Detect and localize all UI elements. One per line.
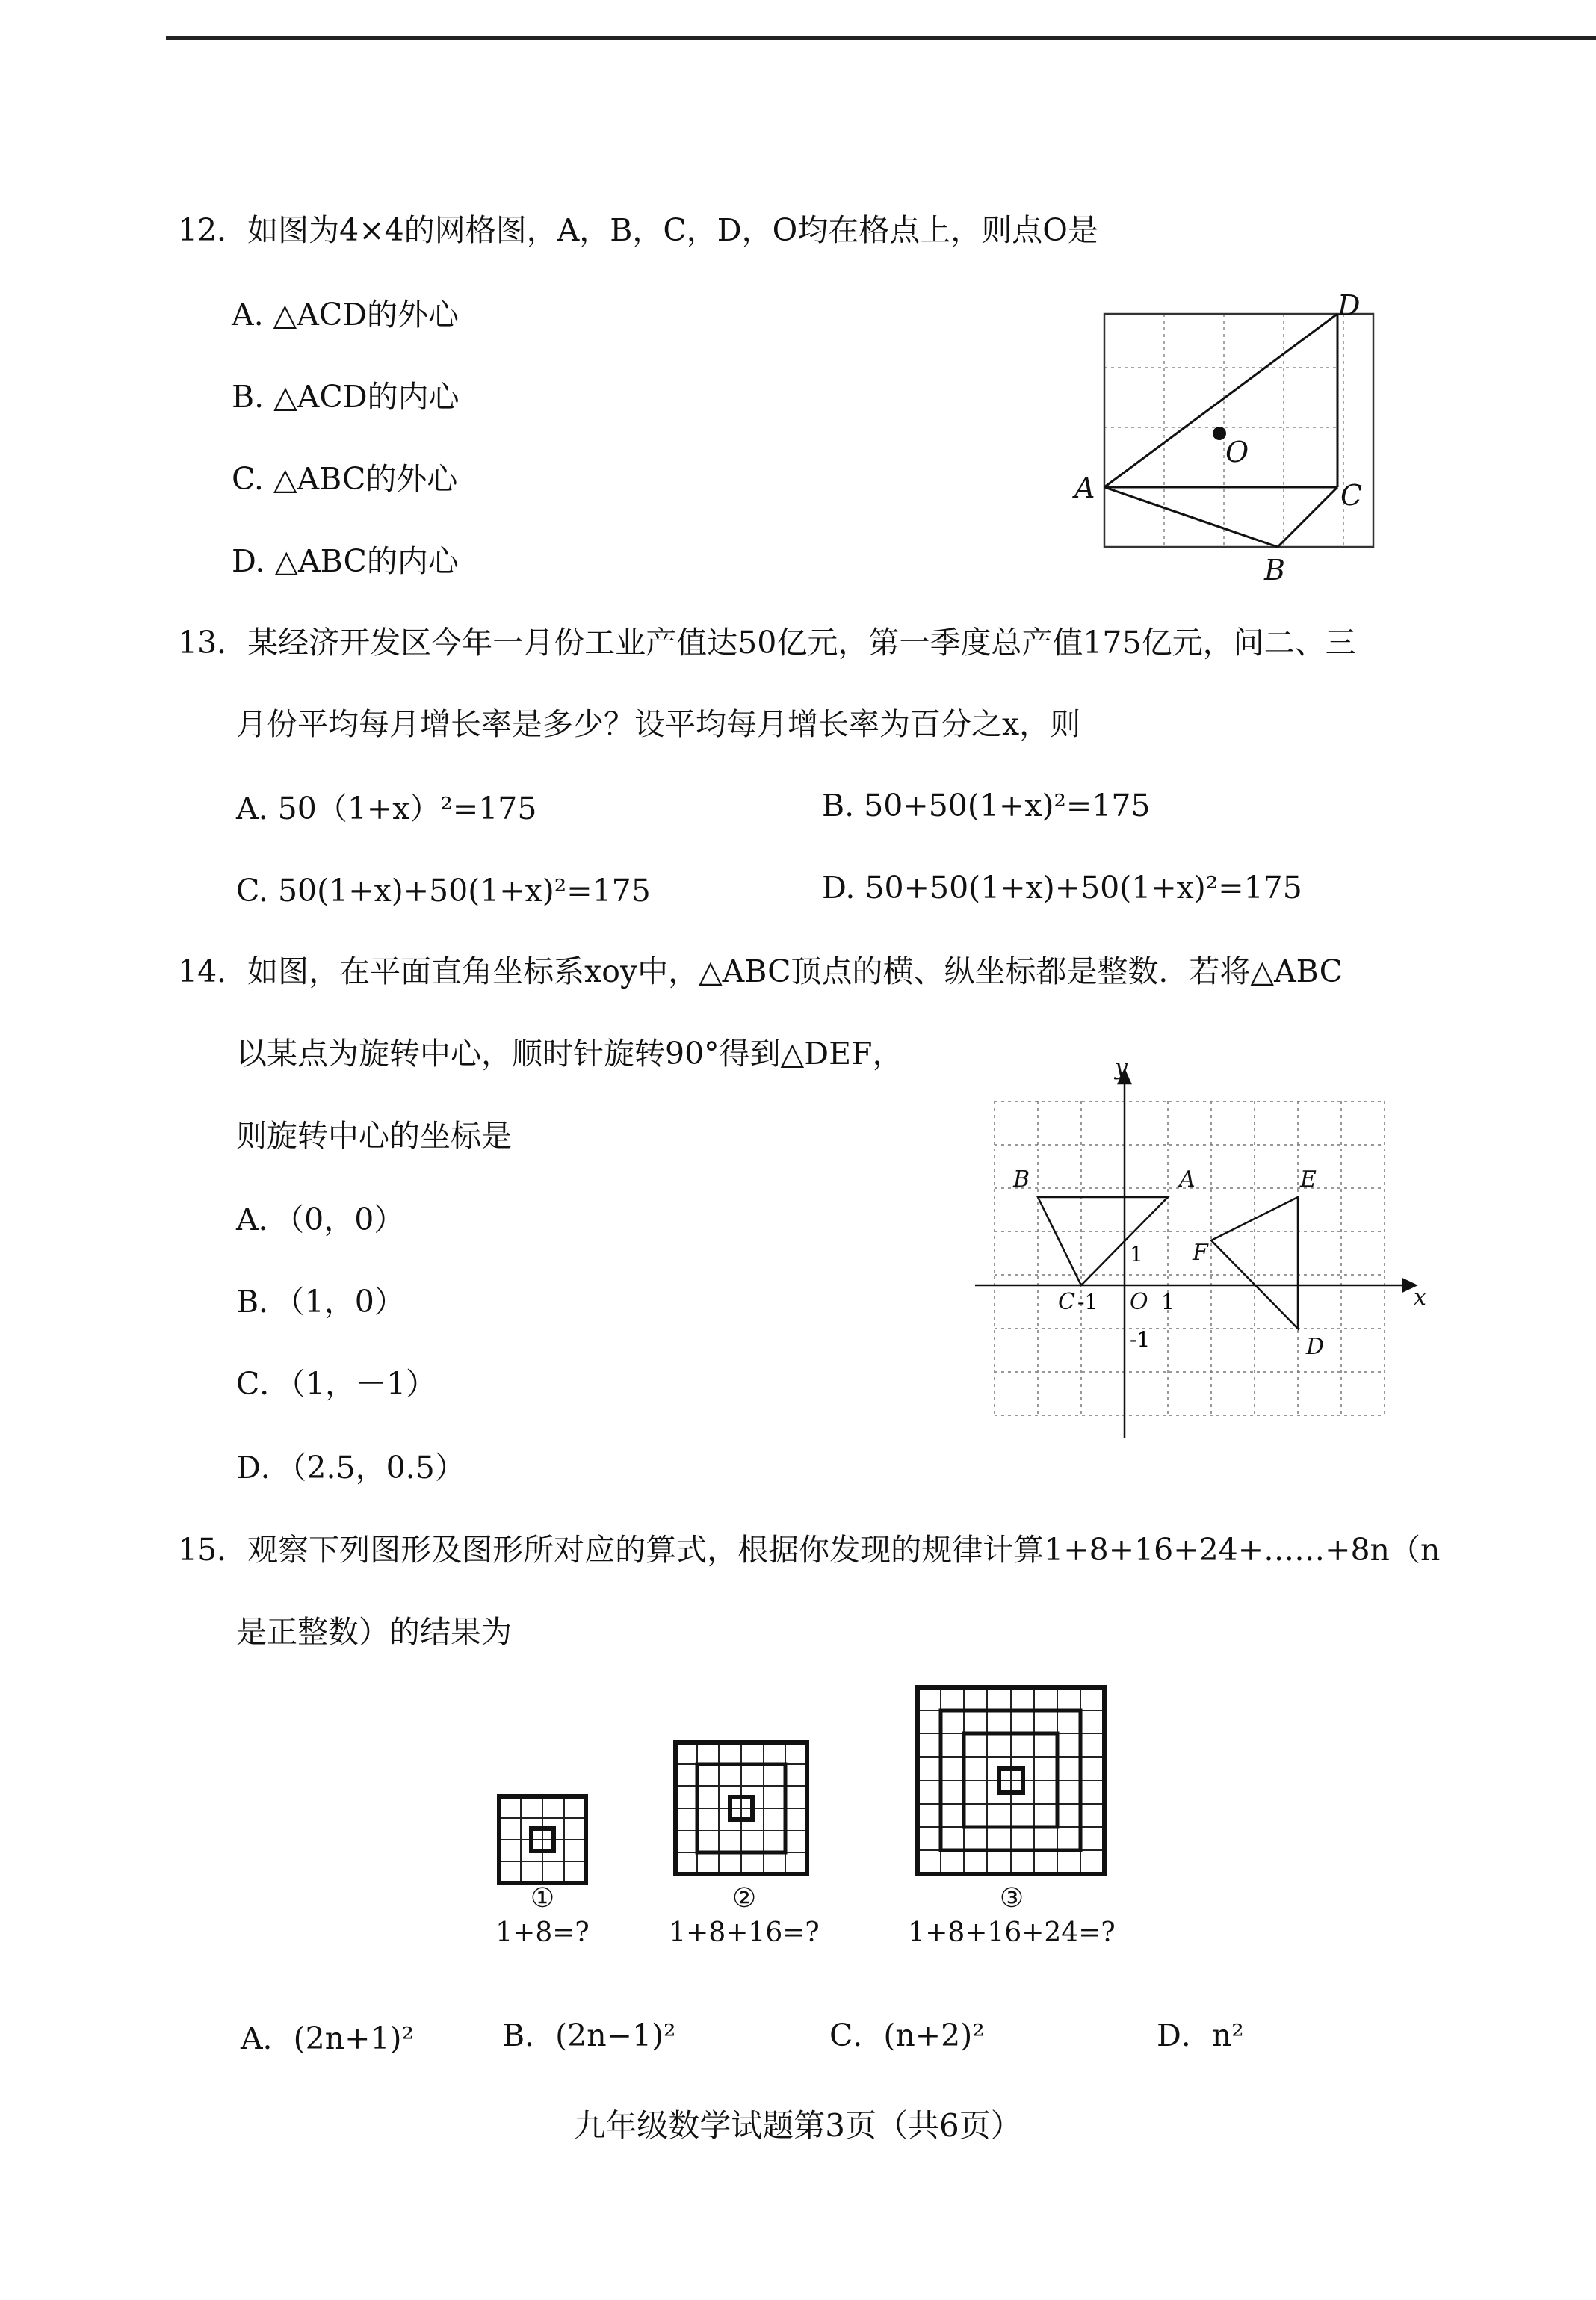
q15-figure-3-formula: 1+8+16+24=? — [908, 1917, 1116, 1948]
q15-figure-2-number: ② — [732, 1883, 757, 1914]
q15-figure-3 — [915, 1684, 1107, 1877]
q14-tick-x-1: 1 — [1161, 1290, 1175, 1314]
q14-option-a: A．（0，0） — [236, 1202, 405, 1237]
q15-option-b: B．(2n−1)² — [502, 2018, 676, 2053]
q13-stem-line2: 月份平均每月增长率是多少？设平均每月增长率为百分之x，则 — [236, 706, 1081, 742]
q12-option-c: C. △ABC的外心 — [232, 461, 458, 497]
q14-tick-x-neg1: -1 — [1077, 1290, 1098, 1314]
q15-figure-2-formula: 1+8+16=? — [669, 1917, 820, 1948]
q15-figure-1-number: ① — [530, 1883, 555, 1914]
q14-tick-y-1: 1 — [1130, 1242, 1143, 1267]
q15-figure-1 — [496, 1793, 589, 1886]
q14-option-b: B．（1，0） — [236, 1284, 405, 1320]
q12-grid-figure — [1068, 291, 1397, 590]
q12-option-b: B. △ACD的内心 — [232, 379, 460, 415]
q12-stem: 12．如图为4×4的网格图，A，B，C，D，O均在格点上，则点O是 — [178, 212, 1098, 248]
q15-option-d: D．n² — [1157, 2018, 1244, 2053]
top-rule — [166, 36, 1596, 40]
q14-option-d: D．（2.5，0.5） — [236, 1450, 466, 1486]
q13-option-a: A. 50（1+x）²=175 — [236, 791, 537, 826]
q12-option-d: D. △ABC的内心 — [232, 543, 459, 579]
q14-stem-line1: 14．如图，在平面直角坐标系xoy中，△ABC顶点的横、纵坐标都是整数．若将△ABC — [178, 953, 1343, 989]
q13-option-b: B. 50+50(1+x)²=175 — [822, 788, 1151, 823]
q12-label-b: B — [1264, 554, 1285, 587]
q15-stem-line1: 15．观察下列图形及图形所对应的算式，根据你发现的规律计算1+8+16+24+……+8n（n — [178, 1532, 1441, 1568]
q13-stem-line1: 13．某经济开发区今年一月份工业产值达50亿元，第一季度总产值175亿元，问二、三 — [178, 625, 1356, 661]
q14-option-c: C．（1，－1） — [236, 1366, 437, 1402]
q14-tick-y-neg1: -1 — [1130, 1327, 1151, 1352]
page-footer: 九年级数学试题第3页（共6页） — [574, 2107, 1022, 2144]
q14-label-f: F — [1193, 1240, 1208, 1266]
q13-option-c: C. 50(1+x)+50(1+x)²=175 — [236, 873, 651, 909]
q14-stem-line2: 以某点为旋转中心，顺时针旋转90°得到△DEF， — [236, 1036, 903, 1072]
q12-label-o: O — [1225, 436, 1249, 469]
q14-label-e: E — [1300, 1166, 1317, 1193]
q14-stem-line3: 则旋转中心的坐标是 — [236, 1118, 512, 1154]
q12-label-c: C — [1340, 479, 1363, 512]
q15-figure-1-formula: 1+8=? — [495, 1917, 590, 1948]
q14-coordinate-figure — [971, 1061, 1435, 1450]
q14-label-d: D — [1306, 1334, 1325, 1360]
q14-label-origin: O — [1130, 1289, 1148, 1315]
q12-point-o — [1213, 427, 1226, 440]
q15-option-c: C．(n+2)² — [829, 2018, 985, 2053]
q12-label-a: A — [1074, 472, 1095, 504]
q14-label-c: C — [1058, 1289, 1075, 1315]
q12-option-a: A. △ACD的外心 — [232, 297, 460, 333]
q14-label-a: A — [1179, 1166, 1196, 1193]
q15-figure-3-number: ③ — [999, 1883, 1024, 1914]
q15-option-a: A．(2n+1)² — [241, 2021, 414, 2056]
q14-label-b: B — [1013, 1166, 1030, 1193]
q15-stem-line2: 是正整数）的结果为 — [236, 1614, 512, 1650]
q13-option-d: D. 50+50(1+x)+50(1+x)²=175 — [822, 870, 1302, 906]
q15-figure-2 — [672, 1740, 810, 1877]
q12-label-d: D — [1337, 291, 1361, 322]
q14-label-y: y — [1115, 1061, 1128, 1081]
q14-label-x: x — [1414, 1285, 1426, 1311]
